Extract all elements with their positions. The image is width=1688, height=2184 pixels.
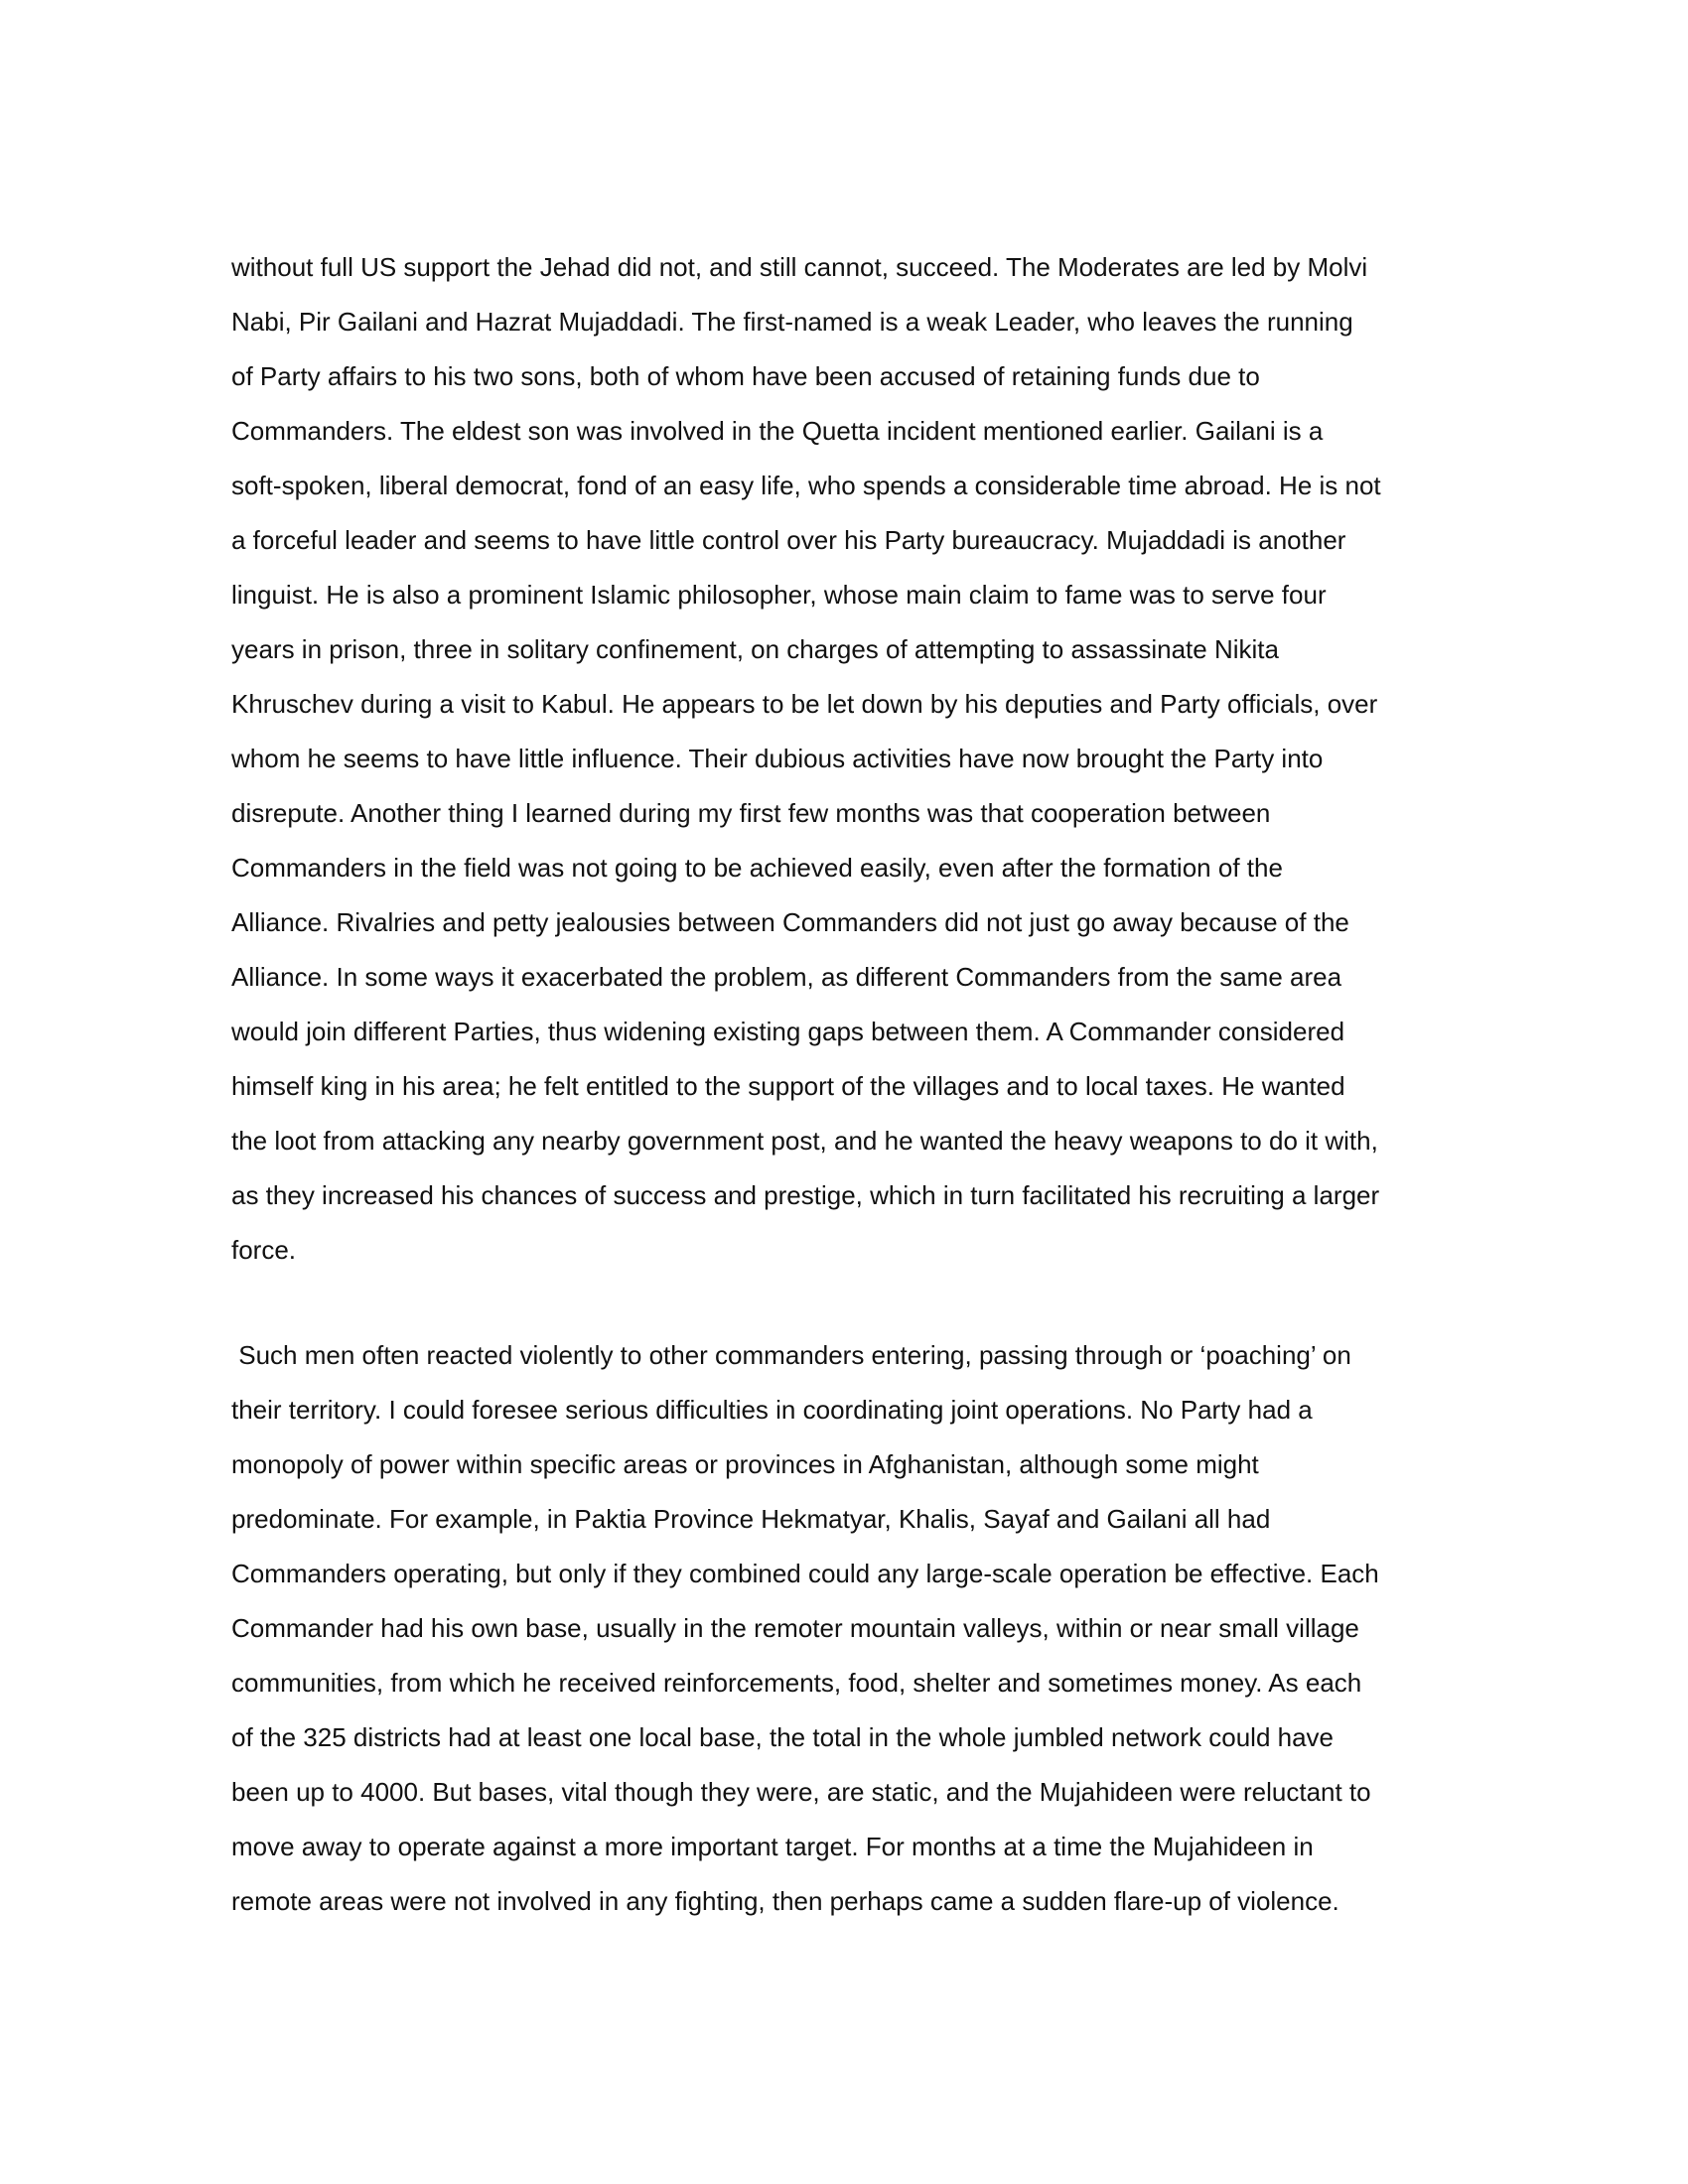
text-line: himself king in his area; he felt entitled to the support of the villages and to local taxes. He wanted	[231, 1071, 1345, 1101]
text-line: Commanders. The eldest son was involved in the Quetta incident mentioned earlier. Gailani is a	[231, 416, 1324, 446]
text-line: of Party affairs to his two sons, both of whom have been accused of retaining funds due to	[231, 361, 1260, 391]
text-line: as they increased his chances of success and prestige, which in turn facilitated his recruiting a larger	[231, 1180, 1380, 1210]
paragraph-2	[231, 1328, 1463, 1929]
text-line: linguist. He is also a prominent Islamic philosopher, whose main claim to fame was to serve four	[231, 580, 1327, 610]
text-line: their territory. I could foresee serious difficulties in coordinating joint operations. No Party had a	[231, 1395, 1313, 1425]
text-line: force.	[231, 1235, 297, 1265]
text-line: whom he seems to have little influence. Their dubious activities have now brought the Party into	[231, 744, 1324, 773]
text-line: without full US support the Jehad did not, and still cannot, succeed. The Moderates are led by Molvi	[231, 252, 1368, 282]
text-line: monopoly of power within specific areas or provinces in Afghanistan, although some might	[231, 1449, 1259, 1479]
text-line: been up to 4000. But bases, vital though they were, are static, and the Mujahideen were reluctant to	[231, 1777, 1371, 1807]
text-line: communities, from which he received reinforcements, food, shelter and sometimes money. As each	[231, 1668, 1362, 1698]
text-line: the loot from attacking any nearby government post, and he wanted the heavy weapons to do it with,	[231, 1126, 1378, 1156]
text-line: Alliance. In some ways it exacerbated the problem, as different Commanders from the same area	[231, 962, 1342, 992]
text-line: Alliance. Rivalries and petty jealousies between Commanders did not just go away because of the	[231, 907, 1349, 937]
text-line: move away to operate against a more important target. For months at a time the Mujahideen in	[231, 1832, 1314, 1861]
text-line: Such men often reacted violently to other commanders entering, passing through or ‘poaching’ on	[231, 1340, 1351, 1370]
text-line: Nabi, Pir Gailani and Hazrat Mujaddadi. The first-named is a weak Leader, who leaves the running	[231, 307, 1353, 337]
text-line: years in prison, three in solitary confinement, on charges of attempting to assassinate Nikita	[231, 634, 1279, 664]
text-line: Khruschev during a visit to Kabul. He appears to be let down by his deputies and Party officials, over	[231, 689, 1378, 719]
text-line: predominate. For example, in Paktia Province Hekmatyar, Khalis, Sayaf and Gailani all had	[231, 1504, 1271, 1534]
text-line: would join different Parties, thus widening existing gaps between them. A Commander considered	[231, 1017, 1345, 1046]
text-line: Commanders operating, but only if they combined could any large-scale operation be effective. Each	[231, 1559, 1379, 1588]
text-line: Commanders in the field was not going to be achieved easily, even after the formation of the	[231, 853, 1283, 883]
text-line: disrepute. Another thing I learned during my first few months was that cooperation between	[231, 798, 1271, 828]
text-line: of the 325 districts had at least one local base, the total in the whole jumbled network could have	[231, 1722, 1335, 1752]
text-line: remote areas were not involved in any fighting, then perhaps came a sudden flare-up of violence.	[231, 1886, 1339, 1916]
paragraph-1	[231, 240, 1463, 1278]
text-line: a forceful leader and seems to have little control over his Party bureaucracy. Mujaddadi is another	[231, 525, 1346, 555]
text-line: Commander had his own base, usually in the remoter mountain valleys, within or near small village	[231, 1613, 1359, 1643]
text-line: soft-spoken, liberal democrat, fond of an easy life, who spends a considerable time abroad. He is not	[231, 471, 1381, 500]
